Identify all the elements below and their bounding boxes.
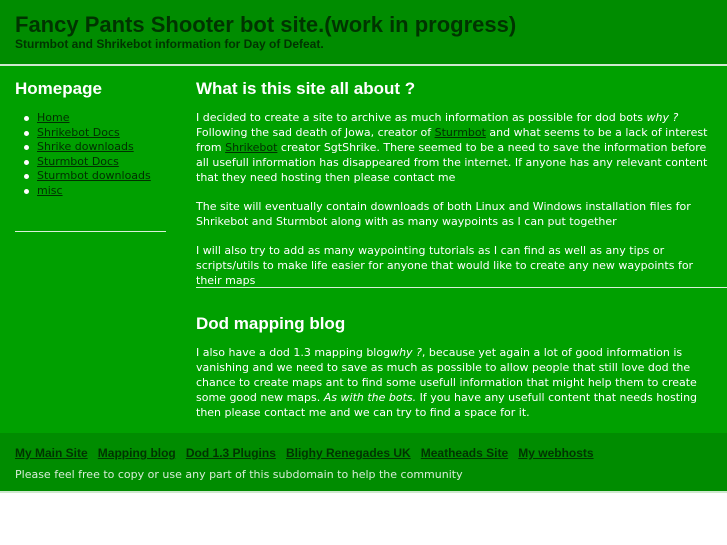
sidebar-item-home — [15, 111, 165, 126]
footer-link-dod-plugins[interactable]: Dod 1.3 Plugins — [185, 446, 276, 460]
about-p1-text-3: and what seems to be a lack of interest from — [196, 126, 708, 154]
mapping-why: why ? — [390, 346, 422, 359]
about-paragraph-3: I will also try to add as many waypointing tutorials as I can find as well as any tips or scripts/utils to make life easier for anyone that would like to create any new waypoints for their maps — [196, 244, 694, 287]
section-title-mapping-blog: Dod mapping blog — [196, 314, 346, 333]
sidebar-link-sturmbot-docs[interactable]: Sturmbot Docs — [37, 154, 119, 168]
about-paragraph-1 — [196, 110, 716, 185]
site-title: Fancy Pants Shooter bot site.(work in progress) — [15, 12, 517, 37]
section-title-about: What is this site all about ? — [196, 79, 416, 98]
sidebar-link-shrike-downloads[interactable]: Shrike downloads — [37, 140, 134, 154]
about-p1-why: why ? — [646, 111, 679, 124]
sidebar-item-sturmbot-docs — [15, 155, 165, 170]
about-p1-text-1: I decided to create a site to archive as much information as possible for dod bots — [196, 111, 647, 124]
footer-link-mapping-blog[interactable]: Mapping blog — [97, 446, 176, 460]
content-area — [0, 66, 727, 433]
shrikebot-link[interactable]: Shrikebot — [225, 141, 278, 154]
footer-link-webhosts[interactable]: My webhosts — [518, 446, 594, 460]
main-divider — [196, 287, 727, 288]
footer-links — [15, 442, 599, 461]
mapping-text-2: , because yet again a lot of good information is vanishing and we need to save as much as possible to allow people that still love dod the chance to create maps ant to find some usefull information that might help them to create some good new maps. — [196, 346, 697, 404]
sidebar-item-shrike-downloads — [15, 140, 165, 155]
about-paragraph-2: The site will eventually contain downloads of both Linux and Windows installation files for Shrikebot and Sturmbot along with as many waypoints as I can put together — [196, 200, 691, 228]
about-p1-text-2: Following the sad death of Jowa, creator of — [196, 126, 435, 139]
sidebar-link-home[interactable]: Home — [37, 111, 70, 124]
mapping-as-with-bots: As with the bots. — [323, 391, 417, 404]
sidebar-item-misc — [15, 184, 165, 199]
mapping-text-3: If you have any usefull content that needs hosting then please contact me and we can try to find a space for it. — [196, 391, 698, 419]
sidebar-link-sturmbot-downloads[interactable]: Sturmbot downloads — [37, 169, 151, 183]
about-p1-text-4: creator SgtShrike. There seemed to be a need to save the information before all usefull information has disappeared from the internet. If anyone has any relevant content that they need hosting then please contact me — [196, 141, 708, 184]
site-header — [0, 0, 727, 66]
site-footer — [0, 433, 727, 493]
footer-link-main-site[interactable]: My Main Site — [15, 446, 88, 460]
sidebar-divider — [15, 231, 166, 232]
sidebar-link-shrikebot-docs[interactable]: Shrikebot Docs — [37, 125, 120, 139]
footer-note: Please feel free to copy or use any part of this subdomain to help the community — [15, 468, 463, 481]
footer-link-meatheads[interactable]: Meatheads Site — [420, 446, 509, 460]
site-subtitle: Sturmbot and Shrikebot information for Day of Defeat. — [15, 37, 324, 51]
footer-link-blighy-renegades[interactable]: Blighy Renegades UK — [285, 446, 411, 460]
mapping-paragraph — [196, 345, 716, 420]
sidebar-heading: Homepage — [15, 79, 102, 98]
sidebar-item-sturmbot-downloads — [15, 169, 165, 184]
sturmbot-link[interactable]: Sturmbot — [434, 126, 486, 139]
sidebar-nav — [15, 111, 165, 199]
sidebar-item-shrikebot-docs — [15, 126, 165, 141]
mapping-text-1: I also have a dod 1.3 mapping blog — [196, 346, 391, 359]
sidebar-link-misc[interactable]: misc — [37, 183, 63, 197]
